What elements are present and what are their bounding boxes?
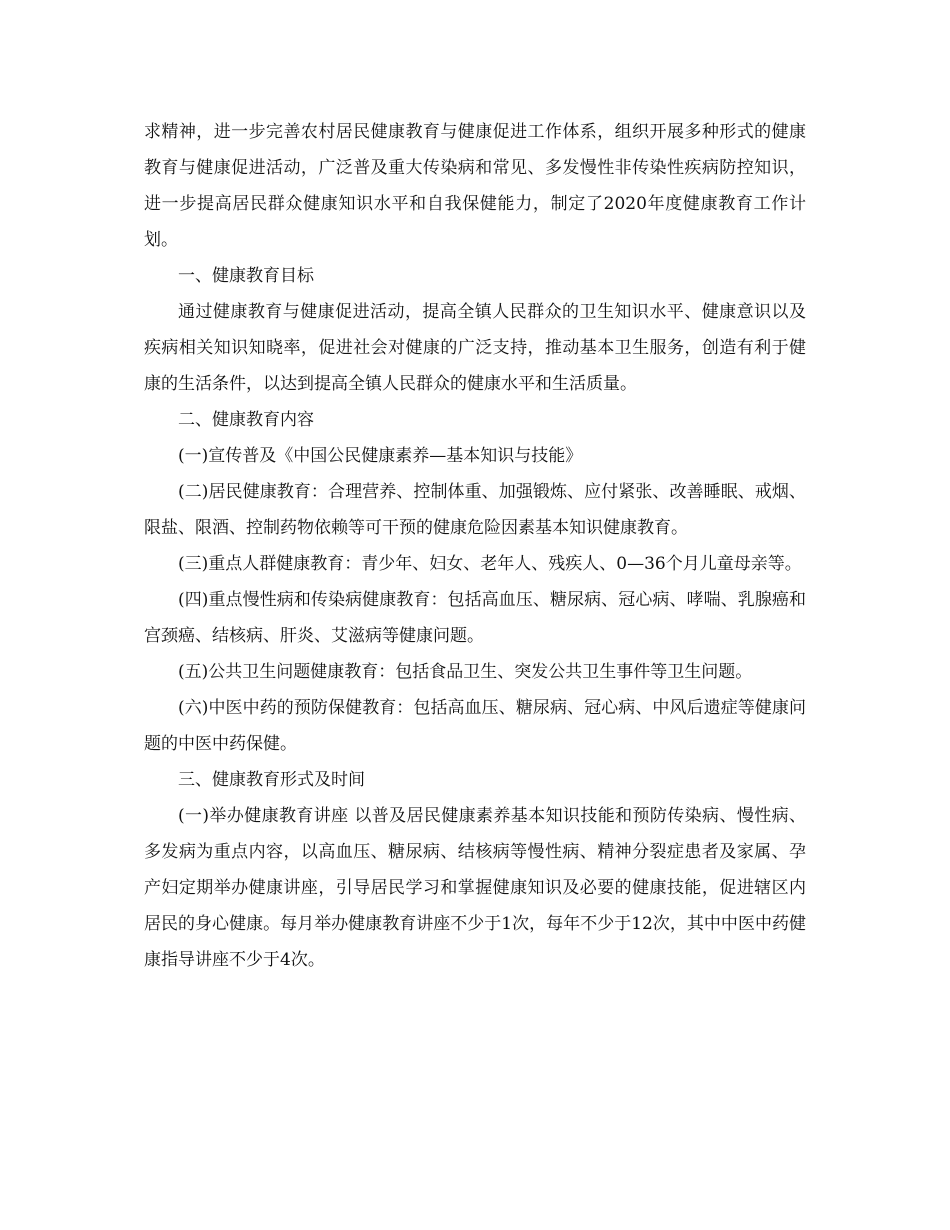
list-item-content-1: (一)宣传普及《中国公民健康素养—基本知识与技能》 (178, 446, 583, 466)
paragraph-intro: 求精神，进一步完善农村居民健康教育与健康促进工作体系，组织开展多种形式的健康教育与健康促进活动，广泛普及重大传染病和常见、多发慢性非传染性疾病防控知识，进一步提高居民群众健康知识水平和自我保健能力，制定了2020年度健康教育工作计划。 (144, 122, 806, 250)
list-item-content-6: (六)中医中药的预防保健教育：包括高血压、糖尿病、冠心病、中风后遗症等健康问题的中医中药保健。 (144, 698, 806, 754)
list-item-content-2: (二)居民健康教育：合理营养、控制体重、加强锻炼、应付紧张、改善睡眠、戒烟、限盐、限酒、控制药物依赖等可干预的健康危险因素基本知识健康教育。 (144, 482, 806, 538)
list-item-forms-1: (一)举办健康教育讲座 以普及居民健康素养基本知识技能和预防传染病、慢性病、多发病为重点内容，以高血压、糖尿病、结核病等慢性病、精神分裂症患者及家属、孕产妇定期举办健康讲座，引导居民学习和掌握健康知识及必要的健康技能，促进辖区内居民的身心健康。每月举办健康教育讲座不少于1次，每年不少于12次，其中中医中药健康指导讲座不少于4次。 (144, 806, 806, 970)
document-body (144, 114, 806, 978)
list-item-content-5: (五)公共卫生问题健康教育：包括食品卫生、突发公共卫生事件等卫生问题。 (178, 662, 753, 682)
section-heading-forms: 三、健康教育形式及时间 (178, 770, 365, 790)
section-heading-content: 二、健康教育内容 (178, 410, 314, 430)
section-heading-goals: 一、健康教育目标 (178, 266, 314, 286)
list-item-content-3: (三)重点人群健康教育：青少年、妇女、老年人、残疾人、0—36个月儿童母亲等。 (178, 554, 802, 574)
paragraph-goals: 通过健康教育与健康促进活动，提高全镇人民群众的卫生知识水平、健康意识以及疾病相关知识知晓率，促进社会对健康的广泛支持，推动基本卫生服务，创造有利于健康的生活条件，以达到提高全镇人民群众的健康水平和生活质量。 (144, 302, 806, 394)
list-item-content-4: (四)重点慢性病和传染病健康教育：包括高血压、糖尿病、冠心病、哮喘、乳腺癌和宫颈癌、结核病、肝炎、艾滋病等健康问题。 (144, 590, 806, 646)
